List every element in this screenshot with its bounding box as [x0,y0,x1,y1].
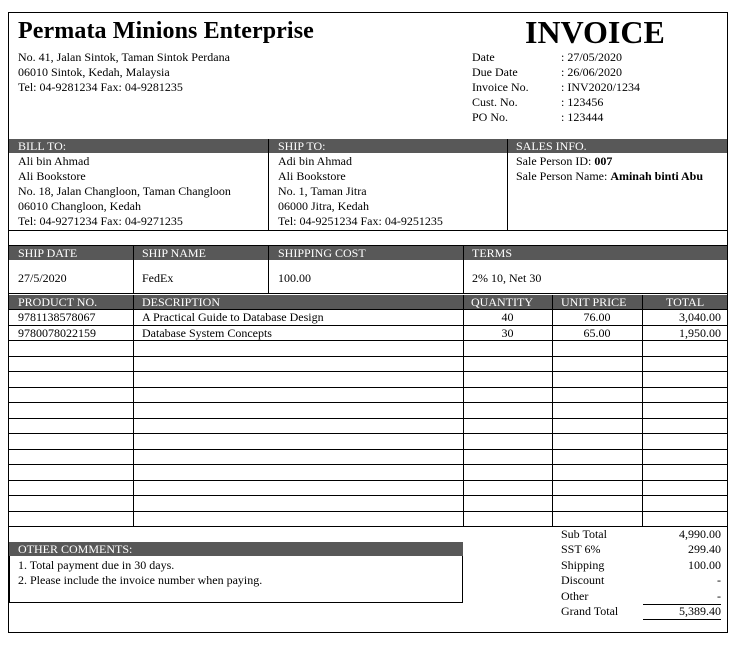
ship-to-line: No. 1, Taman Jitra [278,184,367,198]
table-row-line [9,371,727,372]
ship-to-block [278,154,443,229]
other-label: Other [561,589,589,603]
meta-value: : 26/06/2020 [561,65,623,79]
item-quantity: 40 [501,310,514,324]
unit-price-header: UNIT PRICE [552,295,642,309]
sales-person-name-value: Aminah binti Abu [610,169,704,183]
meta-label: PO No. [472,110,509,124]
bill-to-line: Ali bin Ahmad [18,154,90,168]
sales-info-header: SALES INFO. [507,139,727,153]
grand-total-label: Grand Total [561,604,619,618]
table-row-line [9,511,727,512]
divider [507,139,508,230]
comments-header: OTHER COMMENTS: [9,542,463,556]
comment-line: 1. Total payment due in 30 days. [18,558,175,572]
bill-to-header: BILL TO: [9,139,269,153]
meta-value: : 123456 [561,95,604,109]
sales-person-id-label: Sale Person ID: [516,154,595,168]
table-row-line [9,433,727,434]
table-row-line [9,449,727,450]
ship-name-header: SHIP NAME [133,246,269,260]
description-header: DESCRIPTION [133,295,463,309]
item-product-no: 9780078022159 [18,326,96,340]
grand-total-value: 5,389.40 [679,604,721,618]
shipping-cost-value: 100.00 [278,271,311,285]
ship-to-header: SHIP TO: [269,139,507,153]
sst-label: SST 6% [561,542,601,556]
divider [9,230,727,231]
table-row-line [9,418,727,419]
shipping-cost-header: SHIPPING COST [269,246,463,260]
terms-header: TERMS [463,246,727,260]
company-phone: Tel: 04-9281234 Fax: 04-9281235 [18,80,183,94]
table-row-line [9,356,727,357]
shipping-label: Shipping [561,558,605,572]
table-row-line [9,526,727,527]
item-description: Database System Concepts [142,326,272,340]
table-row-line [9,464,727,465]
sales-person-name-label: Sale Person Name: [516,169,611,183]
divider [463,246,464,293]
item-description: A Practical Guide to Database Design [142,310,324,324]
sales-person-id [516,154,703,169]
grand-total-underline [643,619,721,620]
bill-to-line: 06010 Changloon, Kedah [18,199,141,213]
company-address-line-2: 06010 Sintok, Kedah, Malaysia [18,65,170,79]
divider [133,246,134,293]
total-header: TOTAL [642,295,727,309]
table-row-line [9,495,727,496]
subtotal-label: Sub Total [561,527,607,541]
discount-value: - [717,573,721,587]
sales-person-id-value: 007 [594,154,613,168]
meta-value: : 27/05/2020 [561,50,623,64]
divider [268,139,269,230]
table-row-line [9,480,727,481]
ship-to-line: 06000 Jitra, Kedah [278,199,369,213]
bill-to-block [18,154,231,229]
sales-info-block [516,154,703,184]
item-unit-price: 65.00 [583,326,611,340]
quantity-header: QUANTITY [463,295,552,309]
meta-label: Due Date [472,65,518,79]
invoice-title: INVOICE [525,14,665,50]
ship-name-value: FedEx [142,271,174,285]
sales-person-name [516,169,703,184]
comment-line: 2. Please include the invoice number when paying. [18,573,263,587]
bill-to-line: Tel: 04-9271234 Fax: 04-9271235 [18,214,183,228]
other-value: - [717,589,721,603]
ship-to-line: Adi bin Ahmad [278,154,352,168]
divider [9,293,727,294]
terms-value: 2% 10, Net 30 [472,271,542,285]
ship-date-header: SHIP DATE [9,246,133,260]
company-name: Permata Minions Enterprise [18,18,314,44]
bill-to-line: Ali Bookstore [18,169,86,183]
table-row-line [9,402,727,403]
meta-label: Invoice No. [472,80,529,94]
meta-value: : INV2020/1234 [561,80,640,94]
discount-label: Discount [561,573,605,587]
sst-value: 299.40 [688,542,721,556]
table-row-line [9,387,727,388]
bill-to-line: No. 18, Jalan Changloon, Taman Changloon [18,184,231,198]
meta-label: Cust. No. [472,95,518,109]
ship-to-line: Tel: 04-9251234 Fax: 04-9251235 [278,214,443,228]
ship-date-value: 27/5/2020 [18,271,67,285]
item-unit-price: 76.00 [583,310,611,324]
company-address-line-1: No. 41, Jalan Sintok, Taman Sintok Perdana [18,50,230,64]
item-quantity: 30 [501,326,514,340]
subtotal-value: 4,990.00 [679,527,721,541]
meta-value: : 123444 [561,110,604,124]
shipping-value: 100.00 [688,558,721,572]
product-no-header: PRODUCT NO. [9,295,133,309]
ship-to-line: Ali Bookstore [278,169,346,183]
divider [268,246,269,293]
item-total: 3,040.00 [679,310,721,324]
table-column-line [133,295,134,526]
meta-label: Date [472,50,495,64]
item-total: 1,950.00 [679,326,721,340]
item-product-no: 9781138578067 [18,310,96,324]
